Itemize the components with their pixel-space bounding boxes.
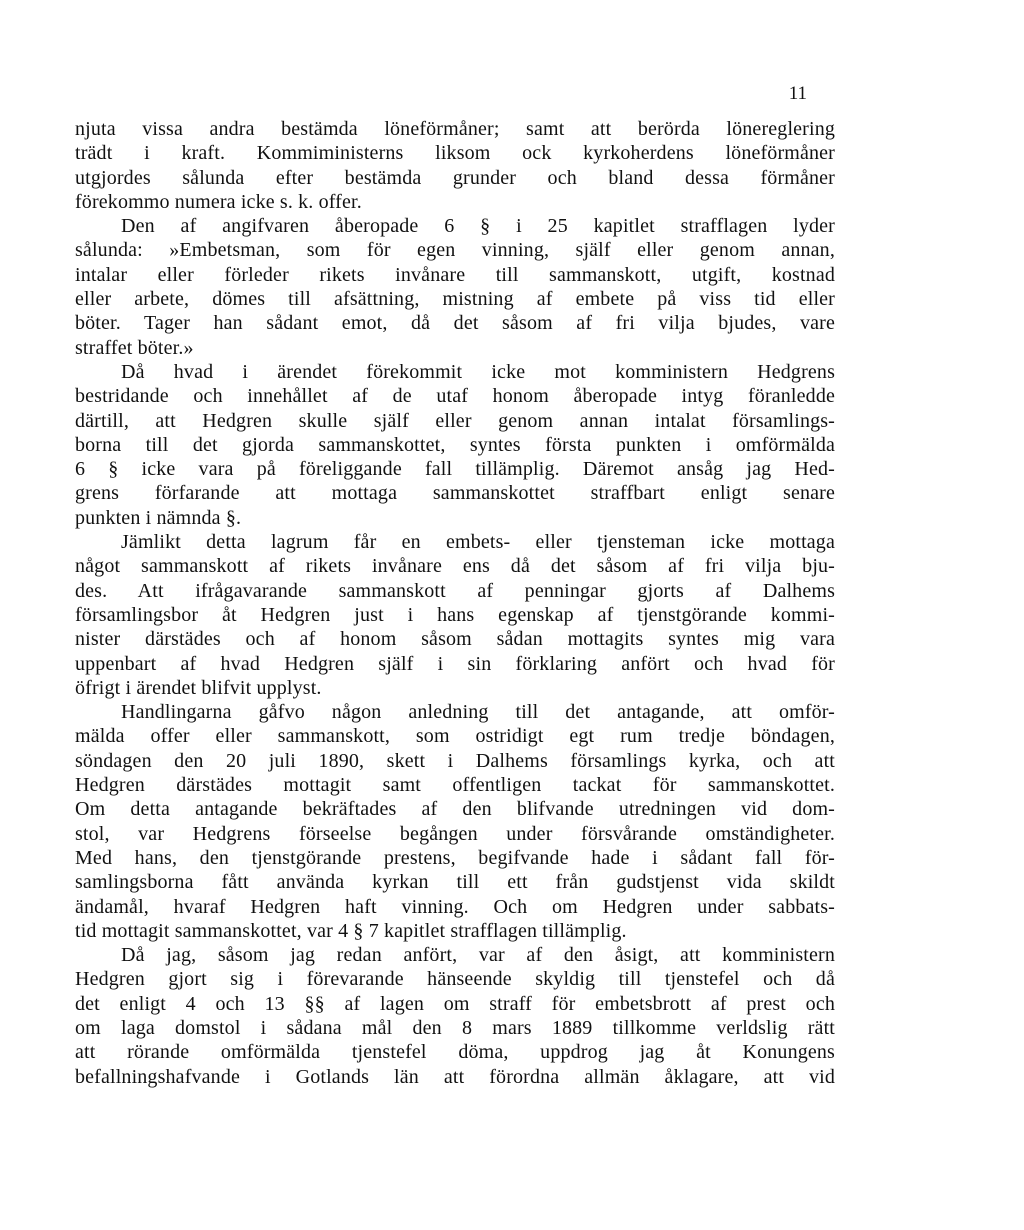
text-line: njuta vissa andra bestämda löneförmåner; samt att berörda lönereglering [75,118,835,140]
text-line: borna till det gjorda sammanskottet, syntes första punkten i omförmälda [75,433,835,456]
text-line: församlingsbor åt Hedgren just i hans egenskap af tjenstgörande kommi- [75,603,835,626]
text-line: punkten i nämnda §. [75,506,242,529]
text-line: förekommo numera icke s. k. offer. [75,190,362,213]
text-line: uppenbart af hvad Hedgren själf i sin förklaring anfört och hvad för [75,652,835,675]
text-line: bestridande och innehållet af de utaf honom åberopade intyg föranledde [75,385,835,408]
text-line: mälda offer eller sammanskott, som ostridigt egt rum tredje böndagen, [75,725,835,748]
text-line: trädt i kraft. Kommiministerns liksom ock kyrkoherdens löneförmåner [75,142,835,165]
text-line: straffet böter.» [75,336,194,359]
text-line: Om detta antagande bekräftades af den blifvande utredningen vid dom- [75,798,835,821]
text-line: 6 § icke vara på föreliggande fall tillämplig. Däremot ansåg jag Hed- [75,458,835,481]
text-line: Med hans, den tjenstgörande prestens, begifvande hade i sådant fall för- [75,846,835,869]
text-line: stol, var Hedgrens förseelse begången under försvårande omständigheter. [75,822,835,845]
text-line: söndagen den 20 juli 1890, skett i Dalhems församlings kyrka, och att [75,749,835,772]
text-line: Hedgren gjort sig i förevarande hänseende skyldig till tjenstefel och då [75,968,835,991]
text-line: det enligt 4 och 13 §§ af lagen om straff för embetsbrott af prest och [75,992,835,1015]
text-line: Den af angifvaren åberopade 6 § i 25 kapitlet strafflagen lyder [121,215,835,238]
text-line: utgjordes sålunda efter bestämda grunder och bland dessa förmåner [75,166,835,189]
text-line: Då hvad i ärendet förekommit icke mot komministern Hedgrens [121,360,835,383]
body-text [75,117,835,1089]
text-line: befallningshafvande i Gotlands län att förordna allmän åklagare, att vid [75,1065,835,1088]
text-line: något sammanskott af rikets invånare ens då det såsom af fri vilja bju- [75,555,835,578]
text-line: nister därstädes och af honom såsom sådan mottagits syntes mig vara [75,628,835,651]
text-line: därtill, att Hedgren skulle själf eller genom annan intalat församlings- [75,409,835,432]
text-line: Då jag, såsom jag redan anfört, var af den åsigt, att komministern [121,944,835,967]
text-line: des. Att ifrågavarande sammanskott af penningar gjorts af Dalhems [75,579,835,602]
text-line: ändamål, hvaraf Hedgren haft vinning. Och om Hedgren under sabbats- [75,895,835,918]
text-line: öfrigt i ärendet blifvit upplyst. [75,676,322,699]
text-line: samlingsborna fått använda kyrkan till ett från gudstjenst vida skildt [75,871,835,894]
page-number: 11 [788,83,807,104]
text-line: intalar eller förleder rikets invånare till sammanskott, utgift, kostnad [75,263,835,286]
text-line: att rörande omförmälda tjenstefel döma, uppdrog jag åt Konungens [75,1041,835,1064]
text-line: böter. Tager han sådant emot, då det såsom af fri vilja bjudes, vare [75,312,835,335]
text-line: grens förfarande att mottaga sammanskottet straffbart enligt senare [75,482,835,505]
text-line: Jämlikt detta lagrum får en embets- eller tjensteman icke mottaga [121,531,835,554]
text-line: Hedgren därstädes mottagit samt offentligen tackat för sammanskottet. [75,774,835,797]
text-line: tid mottagit sammanskottet, var 4 § 7 kapitlet strafflagen tillämplig. [75,919,627,942]
text-line: om laga domstol i sådana mål den 8 mars 1889 tillkomme verldslig rätt [75,1016,835,1039]
text-line: eller arbete, dömes till afsättning, mistning af embete på viss tid eller [75,288,835,311]
text-line: Handlingarna gåfvo någon anledning till det antagande, att omför- [121,701,835,724]
text-line: sålunda: »Embetsman, som för egen vinning, själf eller genom annan, [75,239,835,262]
